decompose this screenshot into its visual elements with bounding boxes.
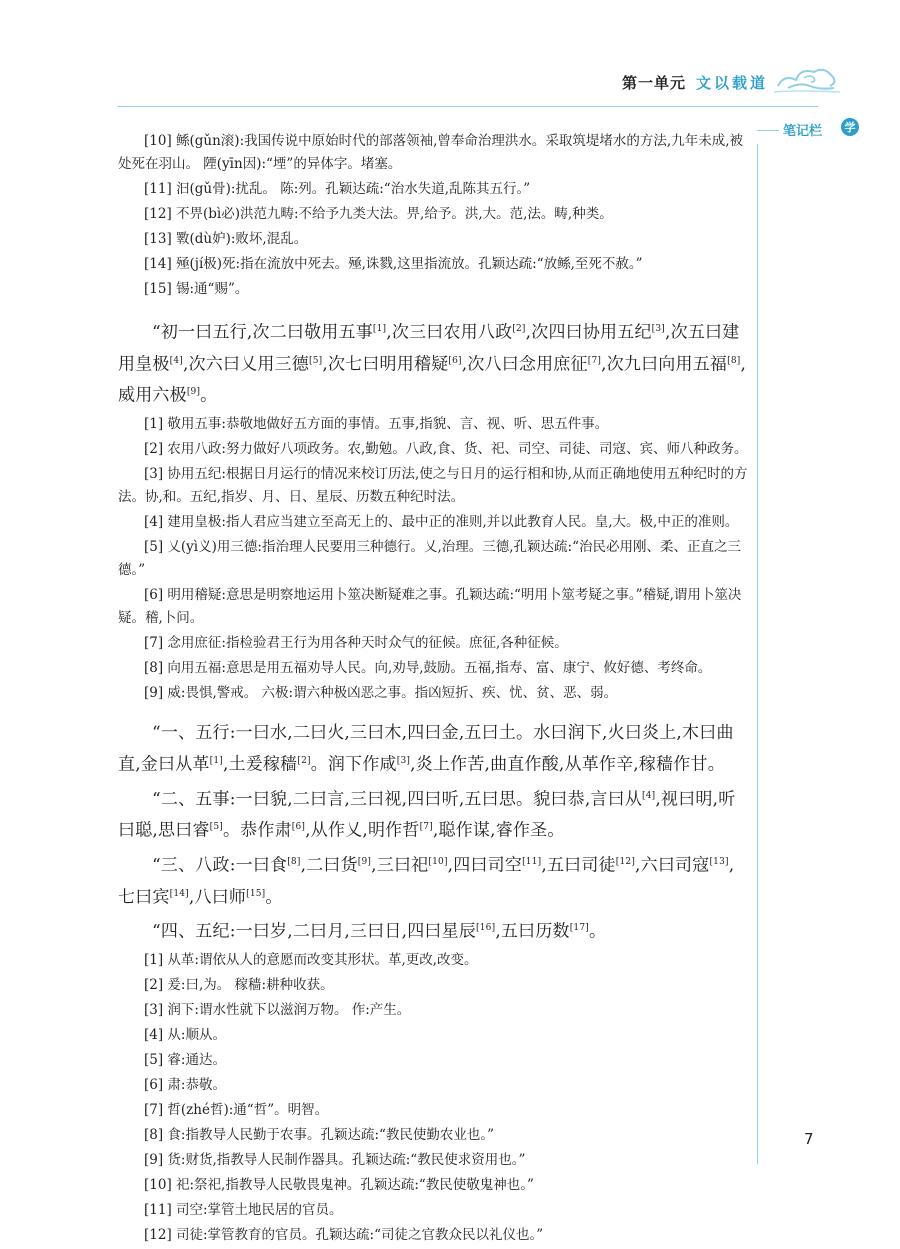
annotation-note: [13] 斁(dù妒):败坏,混乱。 [144, 231, 308, 247]
footnote-marker: [14] [169, 888, 189, 899]
footnote-marker: [10] [428, 856, 448, 867]
annotation-note: [8] 向用五福:意思是用五福劝导人民。向,劝导,鼓励。五福,指寿、富、康宁、攸好德、考终命。 [144, 659, 712, 676]
notes-rule [757, 144, 758, 1164]
footnote-marker: [5] [209, 822, 223, 833]
footnote-marker: [9] [357, 856, 372, 867]
unit-title: 文以载道 [695, 73, 768, 92]
annotation-note: [3] 协用五纪:根据日月运行的情况来校订历法,使之与日月的运行相和协,从而正确地使用五种纪时的方法。协,和。五纪,指岁、月、日、星辰、历数五种纪时法。 [118, 465, 748, 505]
annotation-note: [9] 威:畏惧,警戒。 六极:谓六种极凶恶之事。指凶短折、疾、忧、贫、恶、弱。 [144, 684, 618, 701]
footnote-marker: [1] [372, 324, 387, 334]
annotation-note: [1] 敬用五事:恭敬地做好五方面的事情。五事,指貌、言、视、听、思五件事。 [144, 415, 609, 432]
footnote-marker: [15] [246, 888, 266, 899]
footnote-marker: [8] [727, 355, 741, 366]
footnote-marker: [9] [186, 387, 201, 398]
classical-text-paragraph: “初一曰五行,次二曰敬用五事[1],次三曰农用八政[2],次四曰协用五纪[3],次五曰建用皇极[4],次六曰乂用三德[5],次七曰明用稽疑[6],次八曰念用庶征[7],次九曰向用五福[8],威用六极[9]。 [118, 322, 747, 406]
classical-text-paragraph: “二、五事:一曰貌,二曰言,三曰视,四曰听,五曰思。貌曰恭,言曰从[4],视曰明,听曰聪,思曰睿[5]。恭作肃[6],从作乂,明作哲[7],聪作谋,睿作圣。 [118, 789, 736, 841]
annotation-note: [10] 祀:祭祀,指教导人民敬畏鬼神。孔颖达疏:“教民使敬鬼神也。” [144, 1176, 534, 1193]
footnote-marker: [6] [448, 355, 462, 366]
annotation-note: [4] 从:顺从。 [144, 1026, 226, 1043]
annotation-note: [8] 食:指教导人民勤于农事。孔颖达疏:“教民使勤农业也。” [144, 1126, 495, 1143]
footnote-marker: [6] [291, 822, 306, 833]
footnote-marker: [4] [169, 355, 183, 366]
annotation-note: [12] 不畀(bì必)洪范九畴:不给予九类大法。畀,给予。洪,大。范,法。畴,种类。 [144, 206, 613, 222]
section-gap [118, 707, 750, 719]
notes-sidebar [757, 118, 857, 1168]
annotation-note: [14] 殛(jí极)死:指在流放中死去。殛,诛戮,这里指流放。孔颖达疏:“放鲧,至死不赦。” [144, 256, 643, 272]
footnote-marker: [12] [615, 856, 636, 867]
footnote-marker: [1] [209, 755, 223, 766]
annotation-note: [4] 建用皇极:指人君应当建立至高无上的、最中正的准则,并以此教育人民。皇,大。极,中正的准则。 [144, 513, 739, 530]
footnote-marker: [2] [512, 324, 526, 334]
classical-text-paragraph: “一、五行:一曰水,二曰火,三曰木,四曰金,五曰土。水曰润下,火曰炎上,木曰曲直,金曰从革[1],土爰稼穑[2]。润下作咸[3],炎上作苦,曲直作酸,从革作辛,稼穑作甘。 [118, 722, 734, 775]
footnote-marker: [7] [587, 355, 602, 366]
annotation-note: [12] 司徒:掌管教育的官员。孔颖达疏:“司徒之官教众民以礼仪也。” [144, 1226, 544, 1243]
page-body [118, 130, 750, 1249]
footnote-marker: [17] [569, 923, 589, 934]
annotation-note: [11] 司空:掌管土地民居的官员。 [144, 1201, 343, 1218]
annotation-note: [6] 肃:恭敬。 [144, 1076, 226, 1093]
notes-icon: 学 [841, 118, 859, 136]
annotation-note: [7] 念用庶征:指检验君王行为用各种天时众气的征候。庶征,各种征候。 [144, 634, 568, 651]
annotation-note: [5] 乂(yì义)用三德:指治理人民要用三种德行。乂,治理。三德,孔颖达疏:“治民必用刚、柔、正直之三德。” [118, 538, 741, 578]
annotation-note: [2] 农用八政:努力做好八项政务。农,勤勉。八政,食、货、祀、司空、司徒、司寇、宾、师八种政务。 [144, 440, 748, 457]
annotation-note: [5] 睿:通达。 [144, 1051, 226, 1068]
annotation-note: [9] 货:财货,指教导人民制作器具。孔颖达疏:“教民使求资用也。” [144, 1151, 526, 1168]
unit-label: 第一单元 [621, 73, 686, 92]
footnote-marker: [16] [476, 923, 496, 934]
footnote-marker: [5] [308, 355, 323, 366]
annotation-note: [10] 鲧(gǔn滚):我国传说中原始时代的部落领袖,曾奉命治理洪水。采取筑堤堵水的方法,九年未成,被处死在羽山。 陻(yīn因):“堙”的异体字。堵塞。 [118, 133, 743, 172]
footnote-marker: [13] [709, 856, 729, 867]
page-number: 7 [804, 1130, 814, 1148]
cloud-ornament-icon [774, 64, 840, 100]
notes-sidebar-title: 笔记栏 [783, 124, 823, 139]
section-gap [118, 303, 750, 315]
footnote-marker: [8] [287, 856, 301, 867]
footnote-marker: [3] [651, 324, 666, 334]
header-rule [118, 106, 818, 107]
notes-tab-line [757, 130, 779, 131]
footnote-marker: [2] [297, 755, 311, 766]
classical-text-paragraph: “三、八政:一曰食[8],二曰货[9],三曰祀[10],四曰司空[11],五曰司徒[12],六曰司寇[13],七曰宾[14],八曰师[15]。 [118, 855, 735, 908]
footnote-marker: [3] [396, 755, 411, 766]
footnote-marker: [4] [642, 790, 656, 801]
footnote-marker: [11] [522, 856, 542, 867]
annotation-note: [15] 锡:通“赐”。 [144, 281, 249, 297]
annotation-note: [3] 润下:谓水性就下以滋润万物。 作:产生。 [144, 1001, 411, 1018]
classical-text-paragraph: “四、五纪:一曰岁,二曰月,三曰日,四曰星辰[16],五曰历数[17]。 [152, 921, 607, 942]
annotation-note: [2] 爰:曰,为。 稼穑:耕种收获。 [144, 976, 334, 993]
page-header [622, 62, 840, 102]
annotation-note: [11] 汩(gǔ骨):扰乱。 陈:列。孔颖达疏:“治水失道,乱陈其五行。” [144, 181, 531, 197]
annotation-note: [7] 哲(zhé哲):通“哲”。明智。 [144, 1101, 329, 1118]
annotation-note: [1] 从革:谓依从人的意愿而改变其形状。革,更改,改变。 [144, 951, 478, 968]
footnote-marker: [7] [419, 822, 433, 833]
annotation-note: [6] 明用稽疑:意思是明察地运用卜筮决断疑难之事。孔颖达疏:“明用卜筮考疑之事。”稽疑,谓用卜筮决疑。稽,卜问。 [118, 586, 742, 626]
